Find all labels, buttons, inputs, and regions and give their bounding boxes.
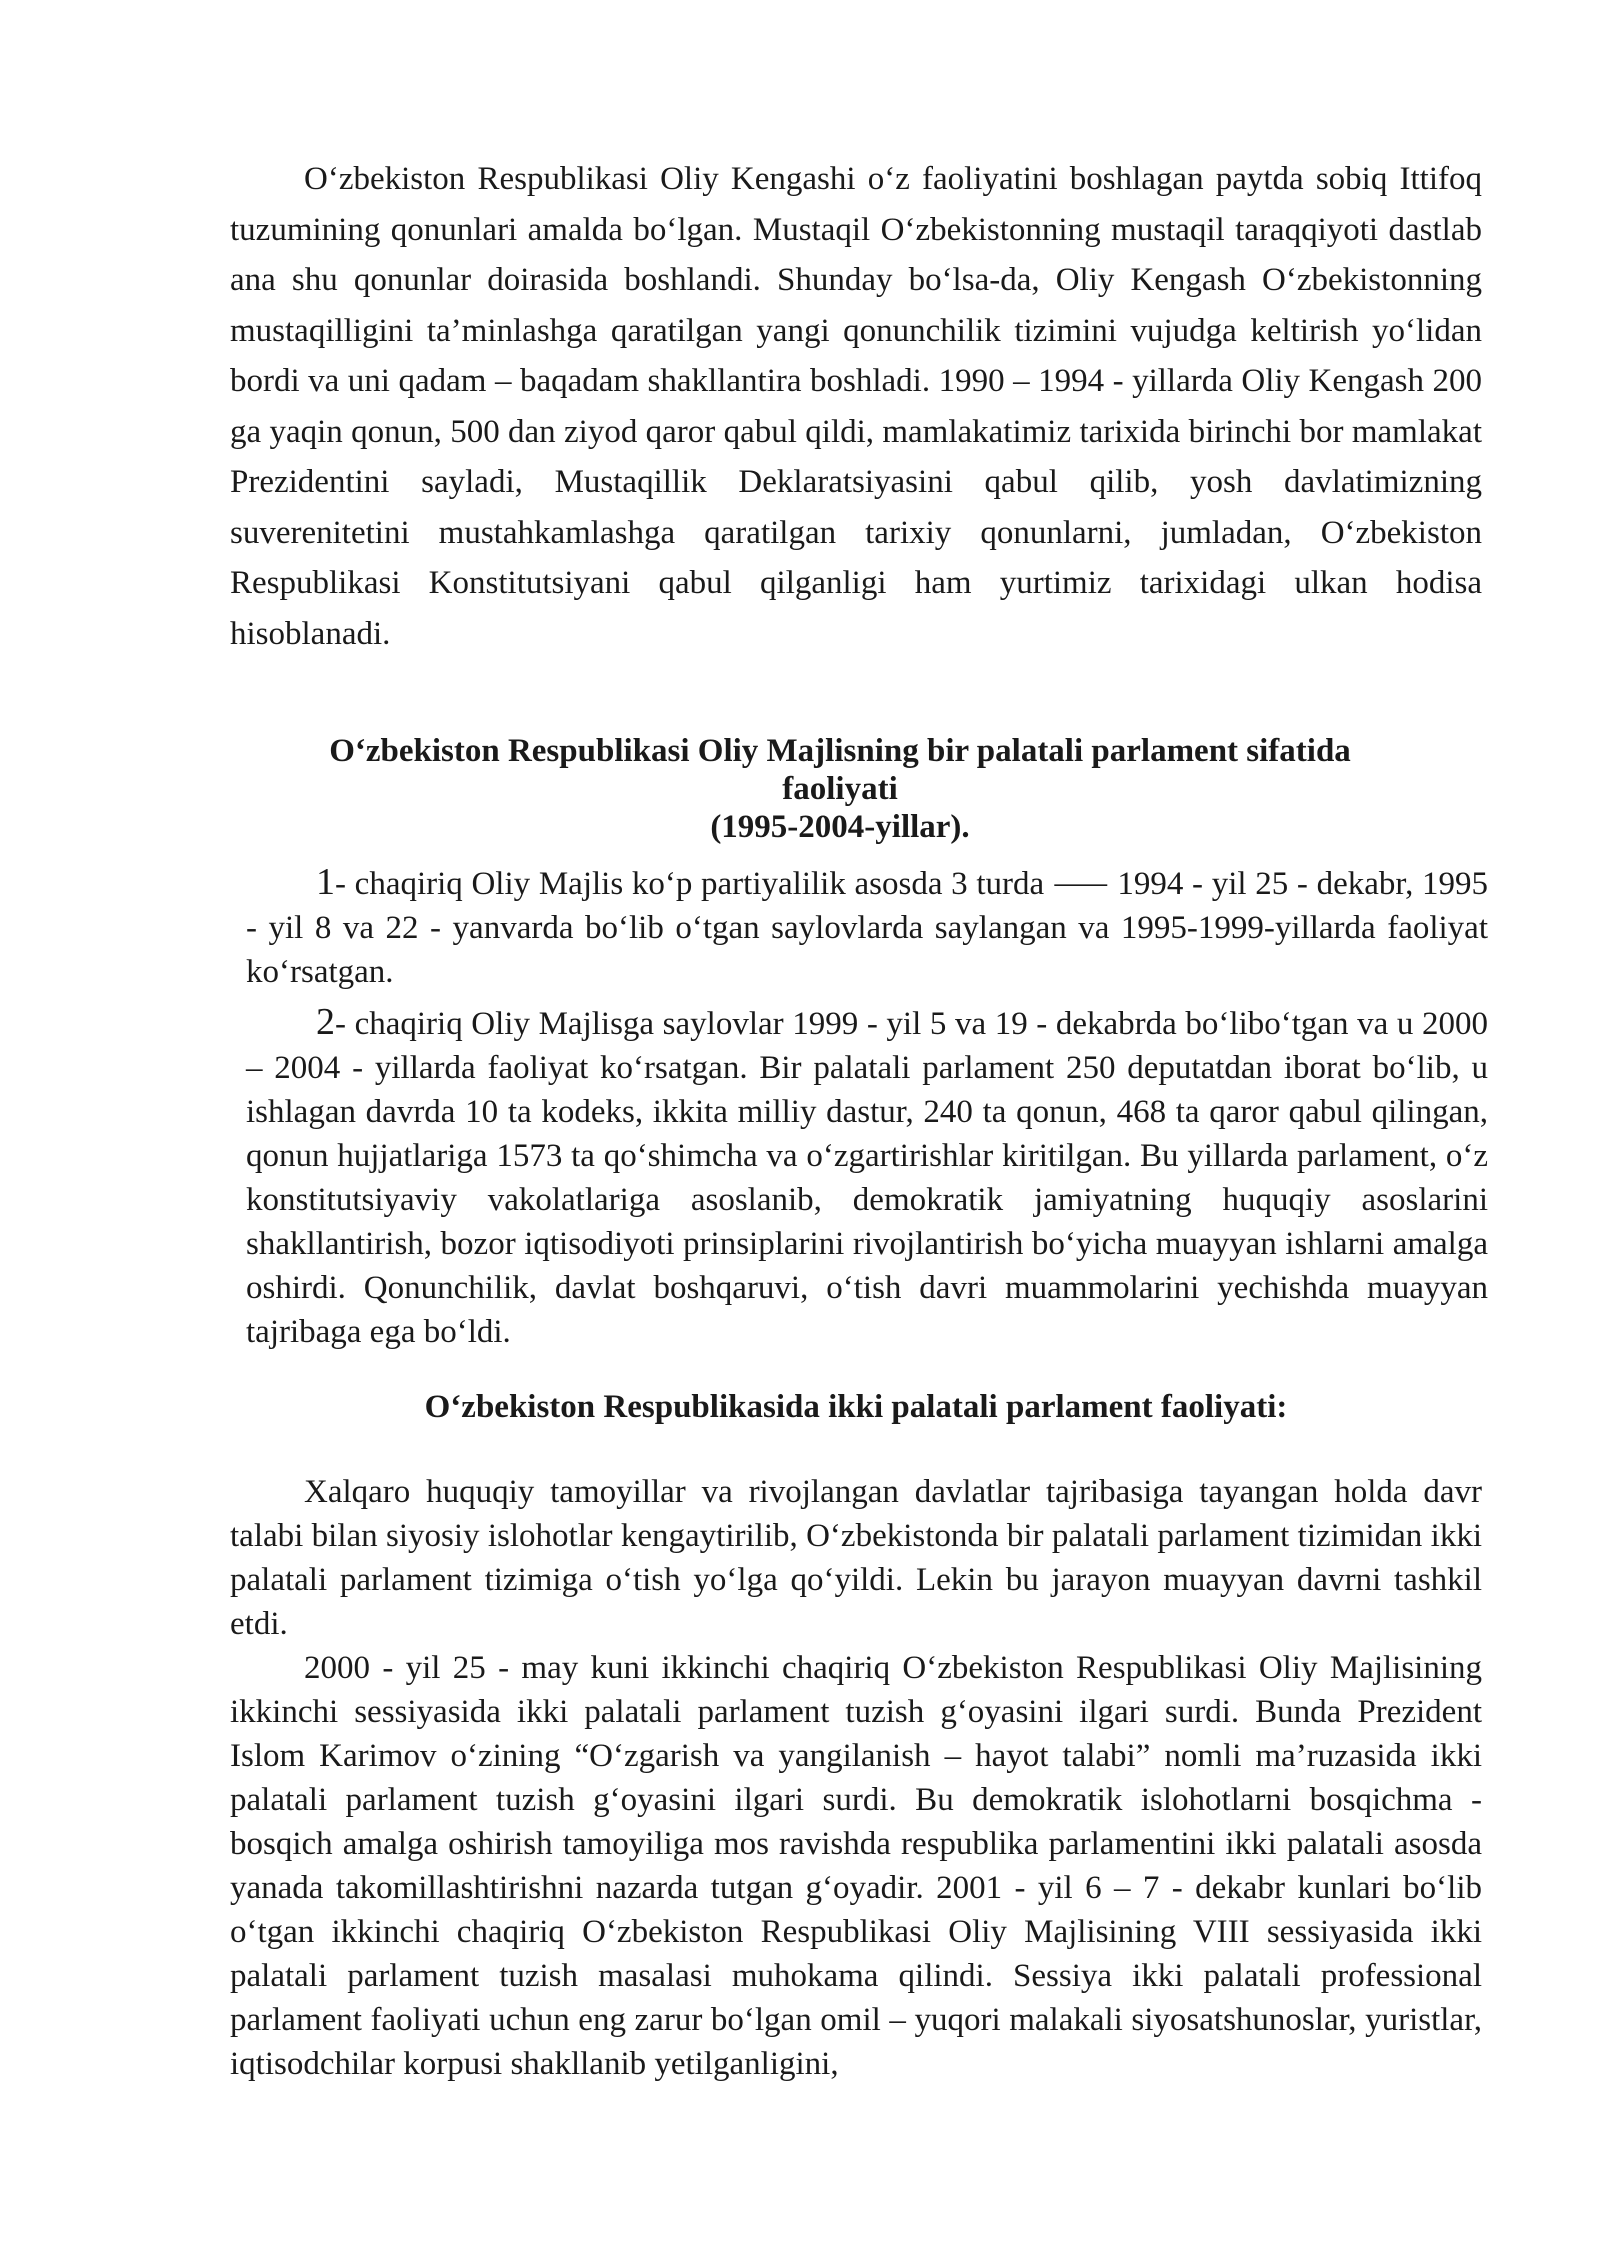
list-item-text: - chaqiriq Oliy Majlisga saylovlar 1999 - yil 5 va 19 - dekabrda bo‘libo‘tgan va u 2000 – 2004 - yillarda faoliyat ko‘rsatgan. Bir palatali parlament 250 deputatdan iborat bo‘lib, u ishlagan davrda 10 ta kodeks, ikkita milliy dastur, 240 ta qonun, 468 ta qaror qabul qilingan, qonun hujjatlariga 1573 ta qo‘shimcha va o‘zgartirishlar kiritilgan. Bu yillarda parlament, o‘z konstitutsiyaviy vakolatlariga asoslanib, demokratik jamiyatning huquqiy asoslarini shakllantirish, bozor iqtisodiyoti prinsiplarini rivojlantirish bo‘yicha muayyan ishlarni amalga oshirdi. Qonunchilik, davlat boshqaruvi, o‘tish davri muammolarini yechishda muayyan tajribaga ega bo‘ldi. (246, 1006, 1488, 1350)
section-heading-line: faoliyati (782, 771, 898, 807)
section-heading-bicameral: O‘zbekiston Respublikasida ikki palatali parlament faoliyati: (424, 1389, 1288, 1425)
section-heading-line: O‘zbekiston Respublikasi Oliy Majlisning bir palatali parlament sifatida (329, 733, 1351, 769)
list-item-second-convocation (246, 1000, 1488, 1354)
bicameral-paragraph-2: 2000 - yil 25 - may kuni ikkinchi chaqiriq O‘zbekiston Respublikasi Oliy Majlisining ikkinchi sessiyasida ikki palatali parlament tuzish g‘oyasini ilgari surdi. Bunda Prezident Islom Karimov o‘zining “O‘zgarish va yangilanish – hayot talabi” nomli ma’ruzasida ikki palatali parlament tuzish g‘oyasini ilgari surdi. Bu demokratik islohotlarni bosqichma - bosqich amalga oshirish tamoyiliga mos ravishda respublika parlamentini ikki palatali asosda yanada takomillashtirishni nazarda tutgan g‘oyadir. 2001 - yil 6 – 7 - dekabr kunlari bo‘lib o‘tgan ikkinchi chaqiriq O‘zbekiston Respublikasi Oliy Majlisining VIII sessiyasida ikki palatali parlament tuzish masalasi muhokama qilindi. Sessiya ikki palatali professional parlament faoliyati uchun eng zarur bo‘lgan omil – yuqori malakali siyosatshunoslar, yuristlar, iqtisodchilar korpusi shakllanib yetilganligini, (230, 1650, 1482, 2082)
list-item-number: 1 (316, 861, 335, 903)
intro-paragraph: O‘zbekiston Respublikasi Oliy Kengashi o‘z faoliyatini boshlagan paytda sobiq Ittifoq tuzumining qonunlari amalda bo‘lgan. Mustaqil O‘zbekistonning mustaqil taraqqiyoti dastlab ana shu qonunlar doirasida boshlandi. Shunday bo‘lsa-da, Oliy Kengash O‘zbekistonning mustaqilligini ta’minlashga qaratilgan yangi qonunchilik tizimini vujudga keltirish yo‘lidan bordi va uni qadam – baqadam shakllantira boshladi. 1990 – 1994 - yillarda Oliy Kengash 200 ga yaqin qonun, 500 dan ziyod qaror qabul qildi, mamlakatimiz tarixida birinchi bor mamlakat Prezidentini sayladi, Mustaqillik Deklaratsiyasini qabul qilib, yosh davlatimizning suverenitetini mustahkamlashga qaratilgan tarixiy qonunlarni, jumladan, O‘zbekiston Respublikasi Konstitutsiyani qabul qilganligi ham yurtimiz tarixidagi ulkan hodisa hisoblanadi. (230, 161, 1482, 652)
list-item-number: 2 (316, 1001, 335, 1043)
section-heading-subtitle: (1995-2004-yillar). (710, 809, 970, 845)
list-item-first-convocation (246, 860, 1488, 994)
section-heading-unicameral (200, 732, 1480, 846)
list-item-text: - chaqiriq Oliy Majlis ko‘p partiyalilik asosda 3 turda ⸺ 1994 - yil 25 - dekabr, 1995 - yil 8 va 22 - yanvarda bo‘lib o‘tgan saylovlarda saylangan va 1995-1999-yillarda faoliyat ko‘rsatgan. (246, 866, 1488, 990)
bicameral-paragraph-1: Xalqaro huquqiy tamoyillar va rivojlangan davlatlar tajribasiga tayangan holda davr talabi bilan siyosiy islohotlar kengaytirilib, O‘zbekistonda bir palatali parlament tizimidan ikki palatali parlament tizimiga o‘tish yo‘lga qo‘yildi. Lekin bu jarayon muayyan davrni tashkil etdi. (230, 1474, 1482, 1642)
